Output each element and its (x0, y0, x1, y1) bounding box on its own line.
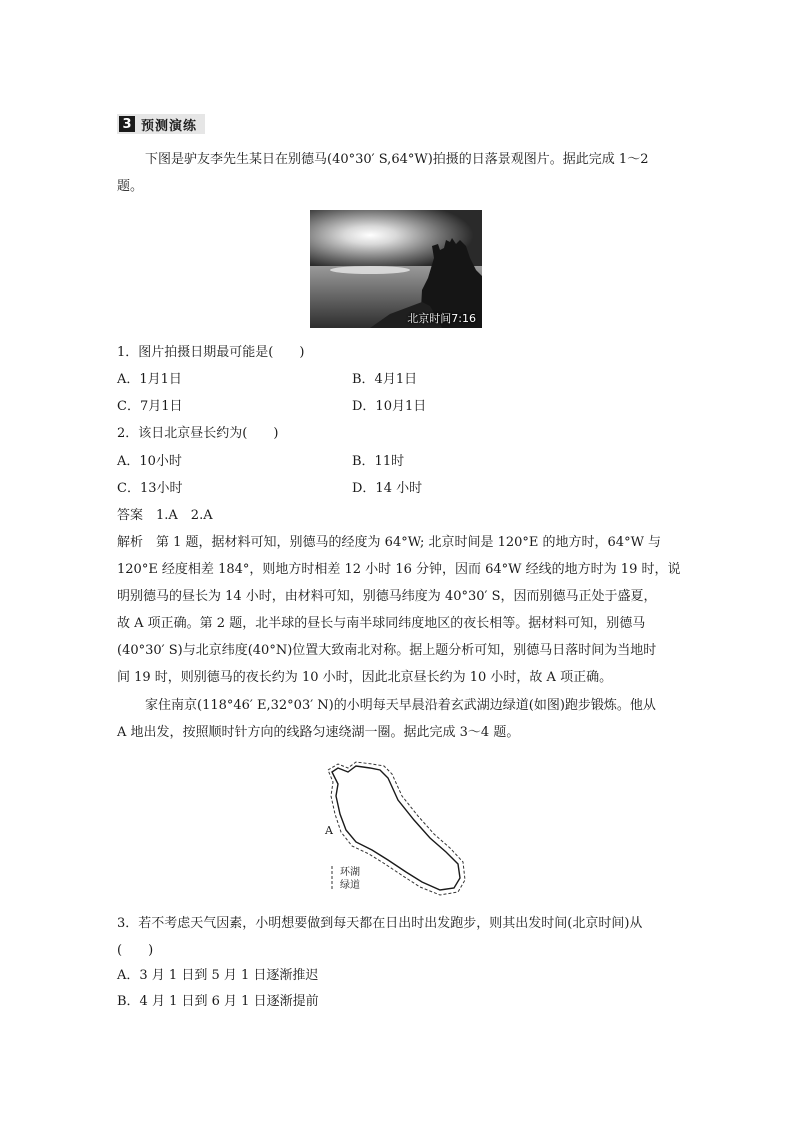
analysis-line-2: 120°E 经度相差 184°，则地方时相差 12 小时 16 分钟，因而 64°W 经线的地方时为 19 时，说 (117, 562, 681, 577)
map-legend (340, 866, 360, 892)
analysis-line-5: (40°30′ S)与北京纬度(40°N)位置大致南北对称。据上题分析可知，别德马日落时间为当地时 (117, 643, 657, 658)
q1-option-c: C．7月1日 (117, 399, 183, 414)
q1-option-b: B．4月1日 (352, 372, 418, 387)
analysis-line-1: 解析 第 1 题，据材料可知，别德马的经度为 64°W; 北京时间是 120°E 的地方时，64°W 与 (117, 535, 662, 550)
q1-stem: 1．图片拍摄日期最可能是( ) (117, 345, 305, 360)
q2-option-a: A．10小时 (117, 454, 182, 469)
q3-option-b: B．4 月 1 日到 6 月 1 日逐渐提前 (117, 994, 319, 1009)
map-legend-line1: 环湖 (340, 867, 360, 878)
section-number-badge: 3 (119, 116, 135, 132)
q3-stem-line2: ( ) (117, 943, 154, 958)
analysis-line-4: 故 A 项正确。第 2 题，北半球的昼长与南半球同纬度地区的夜长相等。据材料可知，别德马 (117, 616, 646, 631)
q2-stem: 2．该日北京昼长约为( ) (117, 426, 279, 441)
map-legend-line2: 绿道 (340, 880, 360, 891)
photo-caption: 北京时间7:16 (407, 312, 476, 325)
section-header (117, 114, 205, 134)
q2-option-d: D．14 小时 (352, 481, 423, 496)
q2-option-b: B．11时 (352, 454, 405, 469)
intro2-line1: 家住南京(118°46′ E,32°03′ N)的小明每天早晨沿着玄武湖边绿道(如图)跑步锻炼。他从 (145, 698, 656, 713)
q2-option-c: C．13小时 (117, 481, 183, 496)
intro1-line2: 题。 (117, 179, 144, 194)
q3-option-a: A．3 月 1 日到 5 月 1 日逐渐推迟 (117, 968, 319, 983)
answer-line: 答案 1.A 2.A (117, 508, 213, 523)
q1-option-a: A．1月1日 (117, 372, 182, 387)
analysis-line-3: 明别德马的昼长为 14 小时，由材料可知，别德马纬度为 40°30′ S，因而别德马正处于盛夏， (117, 589, 657, 604)
intro2-line2: A 地出发，按照顺时针方向的线路匀速绕湖一圈。据此完成 3～4 题。 (117, 725, 520, 740)
analysis-line-6: 间 19 时，则别德马的夜长约为 10 小时，因此北京昼长约为 10 小时，故 A 项正确。 (117, 670, 613, 685)
q1-option-d: D．10月1日 (352, 399, 427, 414)
section-title: 预测演练 (141, 118, 198, 134)
intro1-line1: 下图是驴友李先生某日在别德马(40°30′ S,64°W)拍摄的日落景观图片。据此完成 1～2 (145, 152, 649, 167)
q3-stem-line1: 3．若不考虑天气因素，小明想要做到每天都在日出时出发跑步，则其出发时间(北京时间)从 (117, 916, 643, 931)
sunset-photo (310, 210, 482, 328)
map-point-a-label: A (325, 824, 333, 837)
